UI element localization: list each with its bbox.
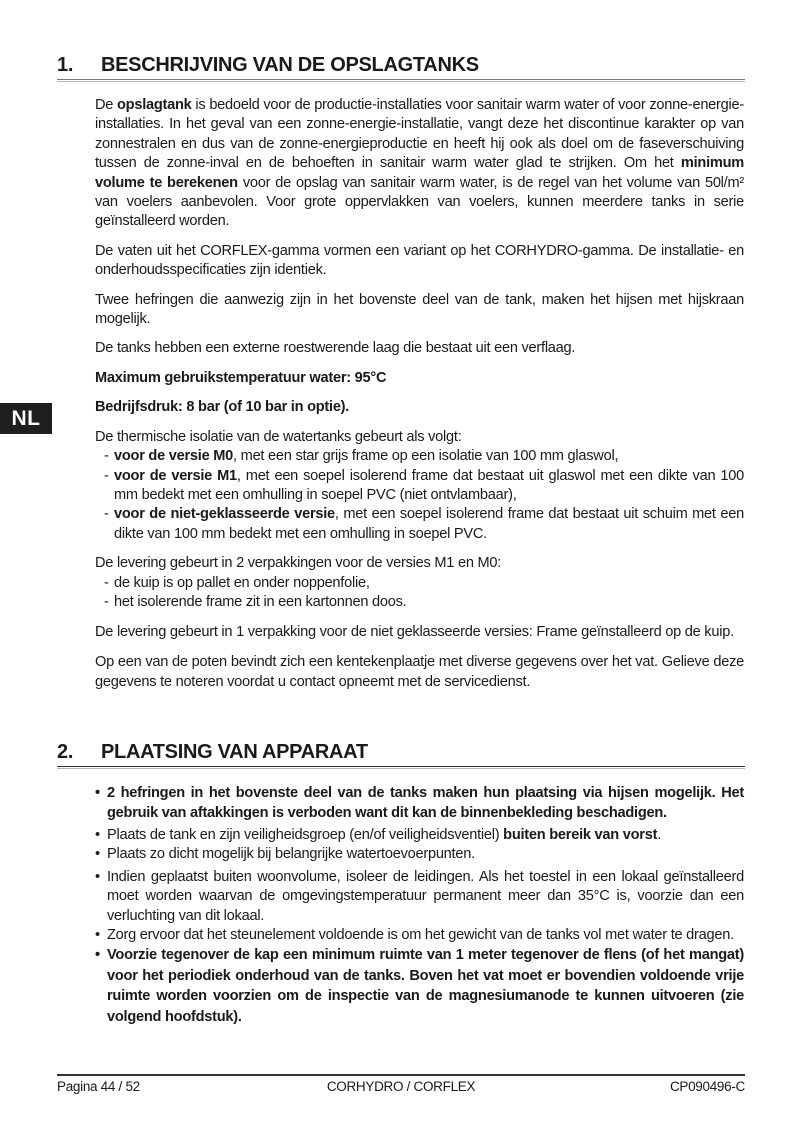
operating-pressure: Bedrijfsdruk: 8 bar (of 10 bar in optie). (95, 399, 350, 416)
section-1-number: 1. (57, 54, 74, 76)
bullet-item: • Zorg ervoor dat het steunelement voldoende is om het gewicht van de tanks vol met water te dragen. (95, 926, 744, 945)
nameplate-note: Op een van de poten bevindt zich een kentekenplaatje met diverse gegevens over het vat. Gelieve deze gegevens te noteren voordat u contact opneemt met de servicedienst. (95, 654, 744, 690)
bullet-item: • Indien geplaatst buiten woonvolume, isoleer de leidingen. Als het toestel in een lokaal geïnstalleerd moet worden waarvan de omgevingstemperatuur permanent meer dan 35°C is, voorzie dan een verluchting van dit lokaal. (95, 868, 744, 924)
delivery-single: De levering gebeurt in 1 verpakking voor de niet geklasseerde versies: Frame geïnstalleerd op de kuip. (95, 624, 734, 641)
bullet-icon: • (95, 947, 100, 964)
heading-rule-light (57, 81, 745, 82)
term-minimum-volume: minimum volume te berekenen (95, 155, 744, 191)
bullet-item: • Plaats de tank en zijn veiligheidsgroep (en/of veiligheidsventiel) buiten bereik van vorst. (95, 826, 744, 845)
heading-rule (57, 766, 745, 767)
section-2-body (95, 783, 744, 1027)
insulation-item: - voor de versie M0, met een star grijs frame op een isolatie van 100 mm glaswol, (104, 447, 744, 466)
product-name: CORHYDRO / CORFLEX (326, 1079, 476, 1094)
bullet-icon: • (95, 827, 100, 843)
delivery-item: - het isolerende frame zit in een kartonnen doos. (104, 593, 744, 612)
hefringen-paragraph: Twee hefringen die aanwezig zijn in het bovenste deel van de tank, maken het hijsen met hijskraan mogelijk. (95, 291, 744, 328)
section-2-heading (57, 740, 745, 769)
term-opslagtank: opslagtank (117, 97, 192, 113)
coating-paragraph: De tanks hebben een externe roestwerende laag die bestaat uit een verflaag. (95, 340, 576, 357)
bullet-icon: • (95, 868, 100, 885)
document-code: CP090496-C (669, 1079, 745, 1094)
heading-rule-light (57, 768, 745, 769)
intro-paragraph: De opslagtank is bedoeld voor de productie-installaties voor sanitair warm water of voor zonne-energie-installaties. In het geval van een zonne-energie-installatie, vangt deze het discontinue karakter op van zonnestralen en dus van de zonne-energieproductie en heeft hij ook als doel om de faseverschuiving tussen de zonne-inval en de behoeften in sanitair warm water glad te strijken. Om het minimum volume te berekenen voor de opslag van sanitair warm water, is de regel van het volume van 50l/m² van voelers aanbevolen. Voor grote oppervlakken van voelers, kunnen meerdere tanks in serie geïnstalleerd worden. (95, 97, 744, 230)
delivery-item: - de kuip is op pallet en onder noppenfolie, (104, 574, 744, 593)
bullet-icon: • (95, 846, 100, 863)
section-2-number: 2. (57, 741, 74, 763)
max-temperature: Maximum gebruikstemperatuur water: 95°C (95, 369, 387, 386)
bullet-item: • Plaats zo dicht mogelijk bij belangrijke watertoevoerpunten. (95, 845, 744, 864)
bullet-icon: • (95, 927, 100, 944)
section-1-title: BESCHRIJVING VAN DE OPSLAGTANKS (101, 54, 479, 76)
page-number: Pagina 44 / 52 (57, 1079, 140, 1094)
section-2-title: PLAATSING VAN APPARAAT (101, 741, 368, 763)
corflex-paragraph: De vaten uit het CORFLEX-gamma vormen een variant op het CORHYDRO-gamma. De installatie- en onderhoudsspecificaties zijn identiek. (95, 242, 744, 279)
language-tab-nl: NL (0, 403, 52, 434)
insulation-intro: De thermische isolatie van de watertanks gebeurt als volgt: (95, 428, 462, 445)
heading-rule (57, 79, 745, 80)
section-1-body (95, 96, 744, 692)
delivery-intro: De levering gebeurt in 2 verpakkingen voor de versies M1 en M0: (95, 555, 502, 572)
bullet-item: • Voorzie tegenover de kap een minimum ruimte van 1 meter tegenover de flens (of het mangat) voor het periodiek onderhoud van de tanks. Boven het vat moet er bovendien voldoende vrije ruimte worden voorzien om de inspectie van de magnesiumanode te kunnen uitvoeren (zie volgend hoofdstuk). (95, 947, 744, 1025)
insulation-item: - voor de niet-geklasseerde versie, met een soepel isolerend frame dat bestaat uit schuim met een dikte van 100 mm bedekt met een omhulling in soepel PVC. (104, 505, 744, 544)
bullet-item: • 2 hefringen in het bovenste deel van de tanks maken hun plaatsing via hijsen mogelijk. Het gebruik van aftakkingen is verboden want dit kan de binnenbekleding beschadigen. (95, 785, 744, 821)
bullet-icon: • (95, 785, 100, 801)
section-1-heading (57, 53, 745, 82)
footer-rule (57, 1074, 745, 1076)
insulation-item: - voor de versie M1, met een soepel isolerend frame dat bestaat uit glaswol met een dikte van 100 mm bedekt met een omhulling in soepel PVC (niet ontvlambaar), (104, 467, 744, 506)
